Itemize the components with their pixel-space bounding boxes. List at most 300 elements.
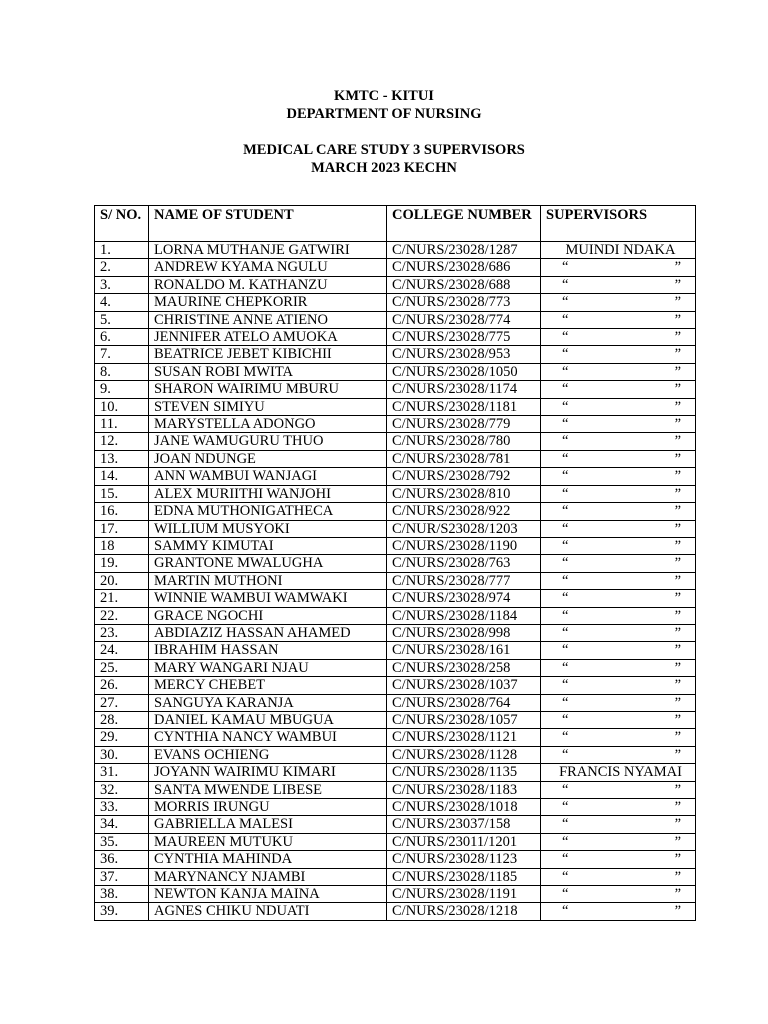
- ditto-mark: [546, 573, 695, 589]
- ditto-open-quote: “: [562, 329, 569, 346]
- supervisor-cell: [541, 886, 696, 903]
- ditto-open-quote: “: [562, 450, 569, 467]
- ditto-close-quote: ”: [674, 868, 681, 885]
- ditto-mark: [546, 416, 695, 432]
- ditto-open-quote: “: [562, 677, 569, 694]
- supervisor-cell: [541, 294, 696, 311]
- serial-number-cell: 13.: [95, 450, 149, 467]
- ditto-open-quote: “: [562, 659, 569, 676]
- college-number-cell: C/NURS/23028/1174: [387, 381, 541, 398]
- student-name-cell: SHARON WAIRIMU MBURU: [149, 381, 387, 398]
- ditto-open-quote: “: [562, 799, 569, 815]
- supervisor-cell: [541, 468, 696, 485]
- supervisor-cell: [541, 398, 696, 415]
- ditto-mark: [546, 381, 695, 397]
- ditto-mark: [546, 695, 695, 711]
- student-name-cell: MORRIS IRUNGU: [149, 799, 387, 816]
- supervisor-cell: [541, 346, 696, 363]
- table-row: [95, 607, 696, 624]
- ditto-mark: [546, 312, 695, 328]
- student-name-cell: MARY WANGARI NJAU: [149, 659, 387, 676]
- college-number-cell: C/NURS/23028/775: [387, 329, 541, 346]
- college-number-cell: C/NURS/23028/792: [387, 468, 541, 485]
- ditto-mark: [546, 364, 695, 380]
- ditto-mark: [546, 677, 695, 693]
- table-row: [95, 816, 696, 833]
- student-name-cell: BEATRICE JEBET KIBICHII: [149, 346, 387, 363]
- student-name-cell: JOYANN WAIRIMU KIMARI: [149, 764, 387, 781]
- ditto-mark: [546, 521, 695, 537]
- serial-number-cell: 19.: [95, 555, 149, 572]
- ditto-mark: [546, 503, 695, 519]
- supervisor-cell: [541, 416, 696, 433]
- serial-number-cell: 7.: [95, 346, 149, 363]
- supervisor-cell: [541, 450, 696, 467]
- serial-number-cell: 25.: [95, 659, 149, 676]
- ditto-close-quote: ”: [674, 799, 681, 815]
- ditto-open-quote: “: [562, 816, 569, 833]
- serial-number-cell: 29.: [95, 729, 149, 746]
- table-row: [95, 416, 696, 433]
- ditto-open-quote: “: [562, 903, 569, 920]
- ditto-open-quote: “: [562, 485, 569, 502]
- table-body: [95, 242, 696, 921]
- college-number-cell: C/NURS/23028/1050: [387, 363, 541, 380]
- serial-number-cell: 34.: [95, 816, 149, 833]
- supervisor-cell: [541, 259, 696, 276]
- ditto-open-quote: “: [562, 607, 569, 624]
- college-number-cell: C/NURS/23028/998: [387, 624, 541, 641]
- ditto-close-quote: ”: [674, 746, 681, 763]
- ditto-mark: [546, 346, 695, 362]
- ditto-close-quote: ”: [674, 851, 681, 868]
- ditto-close-quote: ”: [674, 311, 681, 328]
- student-name-cell: WILLIUM MUSYOKI: [149, 520, 387, 537]
- student-name-cell: CHRISTINE ANNE ATIENO: [149, 311, 387, 328]
- ditto-mark: [546, 799, 695, 815]
- college-number-cell: C/NURS/23028/763: [387, 555, 541, 572]
- college-number-cell: C/NURS/23028/1181: [387, 398, 541, 415]
- supervisor-cell: [541, 276, 696, 293]
- ditto-close-quote: ”: [674, 781, 681, 798]
- ditto-open-quote: “: [562, 886, 569, 903]
- college-number-cell: C/NURS/23028/258: [387, 659, 541, 676]
- serial-number-cell: 26.: [95, 677, 149, 694]
- serial-number-cell: 17.: [95, 520, 149, 537]
- serial-number-cell: 33.: [95, 799, 149, 816]
- student-name-cell: SAMMY KIMUTAI: [149, 537, 387, 554]
- student-name-cell: EVANS OCHIENG: [149, 746, 387, 763]
- ditto-close-quote: ”: [674, 485, 681, 502]
- college-number-cell: C/NURS/23028/1287: [387, 242, 541, 259]
- supervisor-cell: [541, 520, 696, 537]
- serial-number-cell: 1.: [95, 242, 149, 259]
- student-name-cell: IBRAHIM HASSAN: [149, 642, 387, 659]
- supervisors-table: [94, 205, 696, 921]
- serial-number-cell: 36.: [95, 851, 149, 868]
- table-row: [95, 851, 696, 868]
- college-number-cell: C/NURS/23028/764: [387, 694, 541, 711]
- ditto-close-quote: ”: [674, 433, 681, 450]
- student-name-cell: MAURINE CHEPKORIR: [149, 294, 387, 311]
- serial-number-cell: 18: [95, 537, 149, 554]
- serial-number-cell: 14.: [95, 468, 149, 485]
- supervisor-cell: [541, 381, 696, 398]
- student-name-cell: DANIEL KAMAU MBUGUA: [149, 711, 387, 728]
- table-row: [95, 659, 696, 676]
- student-name-cell: MAUREEN MUTUKU: [149, 833, 387, 850]
- ditto-close-quote: ”: [674, 694, 681, 711]
- ditto-mark: [546, 834, 695, 850]
- ditto-close-quote: ”: [674, 642, 681, 659]
- ditto-mark: [546, 712, 695, 728]
- college-number-cell: C/NURS/23028/1218: [387, 903, 541, 920]
- serial-number-cell: 35.: [95, 833, 149, 850]
- serial-number-cell: 4.: [95, 294, 149, 311]
- ditto-mark: [546, 486, 695, 502]
- college-number-cell: C/NURS/23028/161: [387, 642, 541, 659]
- table-row: [95, 624, 696, 641]
- supervisor-cell: [541, 659, 696, 676]
- college-number-cell: C/NURS/23028/1018: [387, 799, 541, 816]
- table-row: [95, 886, 696, 903]
- table-row: [95, 259, 696, 276]
- ditto-open-quote: “: [562, 590, 569, 607]
- table-row: [95, 520, 696, 537]
- ditto-open-quote: “: [562, 398, 569, 415]
- supervisor-cell: [541, 868, 696, 885]
- ditto-close-quote: ”: [674, 381, 681, 398]
- ditto-close-quote: ”: [674, 659, 681, 676]
- serial-number-cell: 24.: [95, 642, 149, 659]
- college-number-cell: C/NURS/23028/810: [387, 485, 541, 502]
- serial-number-cell: 22.: [95, 607, 149, 624]
- ditto-open-quote: “: [562, 416, 569, 433]
- college-number-cell: C/NURS/23028/1183: [387, 781, 541, 798]
- ditto-mark: [546, 468, 695, 484]
- column-header-serial-number: S/ NO.: [95, 206, 149, 242]
- table-row: [95, 311, 696, 328]
- student-name-cell: GABRIELLA MALESI: [149, 816, 387, 833]
- ditto-close-quote: ”: [674, 624, 681, 641]
- supervisor-cell: [541, 833, 696, 850]
- ditto-open-quote: “: [562, 520, 569, 537]
- supervisor-cell: [541, 677, 696, 694]
- supervisor-cell: [541, 503, 696, 520]
- table-row: [95, 537, 696, 554]
- serial-number-cell: 6.: [95, 329, 149, 346]
- serial-number-cell: 31.: [95, 764, 149, 781]
- ditto-mark: [546, 590, 695, 606]
- ditto-mark: [546, 294, 695, 310]
- ditto-close-quote: ”: [674, 555, 681, 572]
- ditto-close-quote: ”: [674, 607, 681, 624]
- student-name-cell: MARTIN MUTHONI: [149, 572, 387, 589]
- student-name-cell: SUSAN ROBI MWITA: [149, 363, 387, 380]
- ditto-mark: [546, 399, 695, 415]
- student-name-cell: SANTA MWENDE LIBESE: [149, 781, 387, 798]
- ditto-close-quote: ”: [674, 833, 681, 850]
- table-row: [95, 433, 696, 450]
- ditto-close-quote: ”: [674, 903, 681, 920]
- student-name-cell: WINNIE WAMBUI WAMWAKI: [149, 590, 387, 607]
- ditto-close-quote: ”: [674, 886, 681, 903]
- serial-number-cell: 5.: [95, 311, 149, 328]
- student-name-cell: JOAN NDUNGE: [149, 450, 387, 467]
- column-header-supervisors: SUPERVISORS: [541, 206, 696, 242]
- student-name-cell: ANDREW KYAMA NGULU: [149, 259, 387, 276]
- table-row: [95, 799, 696, 816]
- ditto-close-quote: ”: [674, 416, 681, 433]
- supervisor-cell: [541, 624, 696, 641]
- supervisor-cell: [541, 642, 696, 659]
- college-number-cell: C/NURS/23028/781: [387, 450, 541, 467]
- serial-number-cell: 20.: [95, 572, 149, 589]
- college-number-cell: C/NURS/23028/773: [387, 294, 541, 311]
- ditto-open-quote: “: [562, 294, 569, 311]
- ditto-mark: [546, 555, 695, 571]
- table-row: [95, 642, 696, 659]
- ditto-open-quote: “: [562, 642, 569, 659]
- supervisor-cell: [541, 764, 696, 781]
- ditto-open-quote: “: [562, 537, 569, 554]
- supervisor-cell: [541, 572, 696, 589]
- college-number-cell: C/NURS/23028/688: [387, 276, 541, 293]
- ditto-close-quote: ”: [674, 729, 681, 746]
- ditto-open-quote: “: [562, 468, 569, 485]
- ditto-open-quote: “: [562, 381, 569, 398]
- table-row: [95, 868, 696, 885]
- student-name-cell: MARYNANCY NJAMBI: [149, 868, 387, 885]
- table-row: [95, 294, 696, 311]
- document-subtitle: MARCH 2023 KECHN: [311, 160, 457, 176]
- serial-number-cell: 11.: [95, 416, 149, 433]
- ditto-open-quote: “: [562, 694, 569, 711]
- ditto-open-quote: “: [562, 363, 569, 380]
- supervisor-cell: [541, 903, 696, 920]
- college-number-cell: C/NURS/23011/1201: [387, 833, 541, 850]
- table-row: [95, 746, 696, 763]
- college-number-cell: C/NURS/23028/780: [387, 433, 541, 450]
- supervisor-cell: [541, 799, 696, 816]
- ditto-close-quote: ”: [674, 346, 681, 363]
- ditto-mark: [546, 277, 695, 293]
- supervisor-cell: [541, 816, 696, 833]
- ditto-close-quote: ”: [674, 294, 681, 311]
- supervisor-cell: [541, 607, 696, 624]
- column-header-student-name: NAME OF STUDENT: [149, 206, 387, 242]
- supervisor-name: MUINDI NDAKA: [565, 242, 676, 258]
- ditto-mark: [546, 851, 695, 867]
- ditto-mark: [546, 451, 695, 467]
- institution-heading: KMTC - KITUI: [334, 88, 434, 104]
- student-name-cell: MARYSTELLA ADONGO: [149, 416, 387, 433]
- supervisor-cell: [541, 851, 696, 868]
- serial-number-cell: 39.: [95, 903, 149, 920]
- college-number-cell: C/NURS/23028/1123: [387, 851, 541, 868]
- table-row: [95, 468, 696, 485]
- ditto-open-quote: “: [562, 433, 569, 450]
- ditto-mark: [546, 625, 695, 641]
- student-name-cell: JENNIFER ATELO AMUOKA: [149, 329, 387, 346]
- student-name-cell: RONALDO M. KATHANZU: [149, 276, 387, 293]
- ditto-open-quote: “: [562, 851, 569, 868]
- table-row: [95, 363, 696, 380]
- student-name-cell: GRANTONE MWALUGHA: [149, 555, 387, 572]
- ditto-mark: [546, 433, 695, 449]
- ditto-close-quote: ”: [674, 450, 681, 467]
- supervisor-cell: [541, 329, 696, 346]
- ditto-mark: [546, 903, 695, 919]
- ditto-open-quote: “: [562, 276, 569, 293]
- ditto-open-quote: “: [562, 746, 569, 763]
- college-number-cell: C/NURS/23028/922: [387, 503, 541, 520]
- supervisor-cell: [541, 485, 696, 502]
- serial-number-cell: 27.: [95, 694, 149, 711]
- serial-number-cell: 30.: [95, 746, 149, 763]
- supervisor-cell: [541, 590, 696, 607]
- ditto-open-quote: “: [562, 259, 569, 276]
- table-row: [95, 781, 696, 798]
- serial-number-cell: 10.: [95, 398, 149, 415]
- ditto-mark: [546, 259, 695, 275]
- table-row: [95, 398, 696, 415]
- supervisor-cell: [541, 363, 696, 380]
- ditto-open-quote: “: [562, 729, 569, 746]
- college-number-cell: C/NURS/23028/774: [387, 311, 541, 328]
- ditto-close-quote: ”: [674, 468, 681, 485]
- student-name-cell: MERCY CHEBET: [149, 677, 387, 694]
- student-name-cell: CYNTHIA MAHINDA: [149, 851, 387, 868]
- student-name-cell: ABDIAZIZ HASSAN AHAMED: [149, 624, 387, 641]
- table-row: [95, 242, 696, 259]
- student-name-cell: EDNA MUTHONIGATHECA: [149, 503, 387, 520]
- serial-number-cell: 37.: [95, 868, 149, 885]
- serial-number-cell: 3.: [95, 276, 149, 293]
- ditto-close-quote: ”: [674, 816, 681, 833]
- ditto-open-quote: “: [562, 781, 569, 798]
- college-number-cell: C/NURS/23028/953: [387, 346, 541, 363]
- supervisor-cell: [541, 781, 696, 798]
- supervisor-cell: [541, 311, 696, 328]
- college-number-cell: C/NURS/23028/1135: [387, 764, 541, 781]
- ditto-mark: [546, 729, 695, 745]
- student-name-cell: ALEX MURIITHI WANJOHI: [149, 485, 387, 502]
- serial-number-cell: 23.: [95, 624, 149, 641]
- ditto-mark: [546, 660, 695, 676]
- table-row: [95, 276, 696, 293]
- serial-number-cell: 38.: [95, 886, 149, 903]
- college-number-cell: C/NURS/23028/779: [387, 416, 541, 433]
- college-number-cell: C/NURS/23028/686: [387, 259, 541, 276]
- ditto-close-quote: ”: [674, 677, 681, 694]
- document-title: MEDICAL CARE STUDY 3 SUPERVISORS: [243, 142, 525, 158]
- ditto-close-quote: ”: [674, 590, 681, 607]
- ditto-close-quote: ”: [674, 329, 681, 346]
- student-name-cell: GRACE NGOCHI: [149, 607, 387, 624]
- college-number-cell: C/NURS/23028/1121: [387, 729, 541, 746]
- student-name-cell: NEWTON KANJA MAINA: [149, 886, 387, 903]
- college-number-cell: C/NURS/23028/1184: [387, 607, 541, 624]
- supervisor-cell: [541, 242, 696, 259]
- serial-number-cell: 9.: [95, 381, 149, 398]
- ditto-open-quote: “: [562, 503, 569, 520]
- student-name-cell: AGNES CHIKU NDUATI: [149, 903, 387, 920]
- serial-number-cell: 16.: [95, 503, 149, 520]
- supervisor-cell: [541, 433, 696, 450]
- ditto-close-quote: ”: [674, 537, 681, 554]
- college-number-cell: C/NURS/23028/1037: [387, 677, 541, 694]
- ditto-close-quote: ”: [674, 259, 681, 276]
- supervisor-cell: [541, 711, 696, 728]
- supervisor-cell: [541, 555, 696, 572]
- ditto-open-quote: “: [562, 555, 569, 572]
- table-row: [95, 711, 696, 728]
- college-number-cell: C/NURS/23028/1185: [387, 868, 541, 885]
- ditto-open-quote: “: [562, 346, 569, 363]
- college-number-cell: C/NURS/23028/1057: [387, 711, 541, 728]
- student-name-cell: STEVEN SIMIYU: [149, 398, 387, 415]
- college-number-cell: C/NURS/23028/974: [387, 590, 541, 607]
- table-row: [95, 346, 696, 363]
- supervisor-cell: [541, 694, 696, 711]
- serial-number-cell: 12.: [95, 433, 149, 450]
- ditto-mark: [546, 782, 695, 798]
- ditto-open-quote: “: [562, 868, 569, 885]
- table-row: [95, 485, 696, 502]
- serial-number-cell: 15.: [95, 485, 149, 502]
- ditto-mark: [546, 869, 695, 885]
- ditto-open-quote: “: [562, 833, 569, 850]
- table-row: [95, 329, 696, 346]
- college-number-cell: C/NURS/23028/1128: [387, 746, 541, 763]
- ditto-close-quote: ”: [674, 398, 681, 415]
- table-row: [95, 590, 696, 607]
- ditto-mark: [546, 747, 695, 763]
- college-number-cell: C/NUR/S23028/1203: [387, 520, 541, 537]
- table-row: [95, 503, 696, 520]
- serial-number-cell: 2.: [95, 259, 149, 276]
- ditto-close-quote: ”: [674, 711, 681, 728]
- ditto-open-quote: “: [562, 624, 569, 641]
- serial-number-cell: 28.: [95, 711, 149, 728]
- college-number-cell: C/NURS/23028/777: [387, 572, 541, 589]
- department-heading: DEPARTMENT OF NURSING: [286, 106, 482, 122]
- college-number-cell: C/NURS/23037/158: [387, 816, 541, 833]
- supervisor-cell: [541, 746, 696, 763]
- college-number-cell: C/NURS/23028/1191: [387, 886, 541, 903]
- ditto-open-quote: “: [562, 572, 569, 589]
- ditto-close-quote: ”: [674, 503, 681, 520]
- table-header-row: [95, 206, 696, 242]
- table-row: [95, 450, 696, 467]
- ditto-mark: [546, 329, 695, 345]
- student-name-cell: SANGUYA KARANJA: [149, 694, 387, 711]
- ditto-mark: [546, 886, 695, 902]
- table-row: [95, 555, 696, 572]
- ditto-mark: [546, 642, 695, 658]
- ditto-close-quote: ”: [674, 520, 681, 537]
- ditto-close-quote: ”: [674, 572, 681, 589]
- serial-number-cell: 32.: [95, 781, 149, 798]
- ditto-open-quote: “: [562, 311, 569, 328]
- table-row: [95, 572, 696, 589]
- ditto-mark: [546, 608, 695, 624]
- student-name-cell: CYNTHIA NANCY WAMBUI: [149, 729, 387, 746]
- supervisor-cell: [541, 537, 696, 554]
- table-row: [95, 694, 696, 711]
- student-name-cell: ANN WAMBUI WANJAGI: [149, 468, 387, 485]
